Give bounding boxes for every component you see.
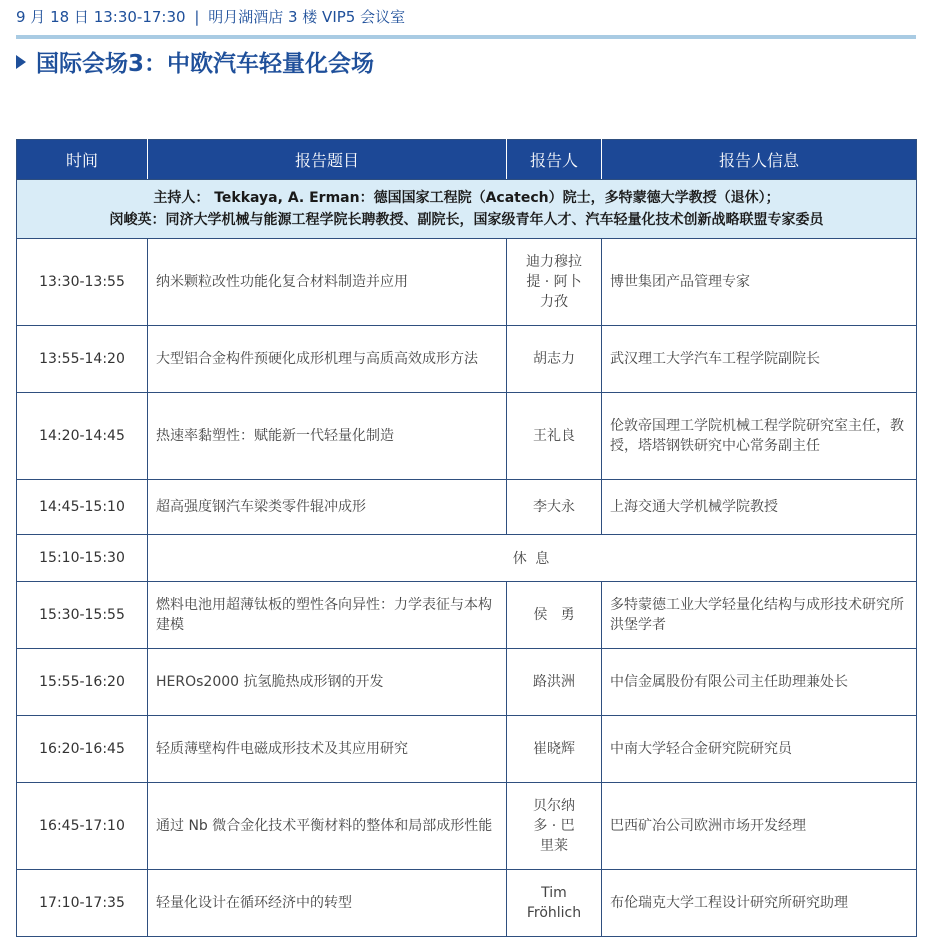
row-time: 13:30-13:55 bbox=[17, 239, 148, 326]
host-row bbox=[17, 180, 917, 239]
row-speaker-info: 多特蒙德工业大学轻量化结构与成形技术研究所洪堡学者 bbox=[602, 582, 917, 649]
row-speaker bbox=[507, 239, 602, 326]
row-topic: 轻量化设计在循环经济中的转型 bbox=[148, 870, 507, 937]
row-speaker-info: 上海交通大学机械学院教授 bbox=[602, 480, 917, 535]
row-topic: 通过 Nb 微合金化技术平衡材料的整体和局部成形性能 bbox=[148, 783, 507, 870]
row-time: 15:55-16:20 bbox=[17, 649, 148, 716]
row-speaker-info: 伦敦帝国理工学院机械工程学院研究室主任，教授，塔塔钢铁研究中心常务副主任 bbox=[602, 393, 917, 480]
row-speaker: 路洪洲 bbox=[507, 649, 602, 716]
row-speaker-info: 布伦瑞克大学工程设计研究所研究助理 bbox=[602, 870, 917, 937]
separator: | bbox=[194, 8, 200, 26]
row-time: 17:10-17:35 bbox=[17, 870, 148, 937]
table-row bbox=[17, 326, 917, 393]
row-speaker-info: 博世集团产品管理专家 bbox=[602, 239, 917, 326]
row-speaker-info: 中南大学轻合金研究院研究员 bbox=[602, 716, 917, 783]
table-row bbox=[17, 649, 917, 716]
row-time: 15:30-15:55 bbox=[17, 582, 148, 649]
table-row bbox=[17, 716, 917, 783]
column-header-time: 时间 bbox=[17, 140, 148, 180]
row-time: 13:55-14:20 bbox=[17, 326, 148, 393]
table-row bbox=[17, 582, 917, 649]
row-topic: 大型铝合金构件预硬化成形机理与高质高效成形方法 bbox=[148, 326, 507, 393]
column-header-topic: 报告题目 bbox=[148, 140, 507, 180]
row-speaker: 李大永 bbox=[507, 480, 602, 535]
row-topic: 轻质薄壁构件电磁成形技术及其应用研究 bbox=[148, 716, 507, 783]
row-time: 16:45-17:10 bbox=[17, 783, 148, 870]
row-speaker-info: 武汉理工大学汽车工程学院副院长 bbox=[602, 326, 917, 393]
row-topic: 燃料电池用超薄钛板的塑性各向异性：力学表征与本构建模 bbox=[148, 582, 507, 649]
host-line-1: 主持人： Tekkaya, A. Erman：德国国家工程院（Acatech）院士，多特蒙德大学教授（退休）； bbox=[153, 190, 780, 206]
session-location: 明月湖酒店 3 楼 VIP5 会议室 bbox=[208, 8, 406, 26]
row-time: 16:20-16:45 bbox=[17, 716, 148, 783]
session-date-time: 9 月 18 日 13:30-17:30 bbox=[16, 8, 186, 26]
row-time: 14:45-15:10 bbox=[17, 480, 148, 535]
section-title bbox=[16, 45, 374, 78]
row-time: 14:20-14:45 bbox=[17, 393, 148, 480]
triangle-bullet-icon bbox=[16, 55, 26, 69]
break-row bbox=[17, 535, 917, 582]
host-line-2: 闵峻英：同济大学机械与能源工程学院长聘教授、副院长，国家级青年人才、汽车轻量化技术创新战略联盟专家委员 bbox=[109, 212, 824, 228]
table-row bbox=[17, 783, 917, 870]
table-row bbox=[17, 870, 917, 937]
host-cell bbox=[17, 180, 917, 239]
row-speaker: 崔晓辉 bbox=[507, 716, 602, 783]
row-topic: HEROs2000 抗氢脆热成形钢的开发 bbox=[148, 649, 507, 716]
row-speaker-text: 贝尔纳多 · 巴里莱 bbox=[533, 798, 575, 854]
row-speaker-text: Tim Fröhlich bbox=[526, 885, 582, 921]
row-topic: 热速率黏塑性：赋能新一代轻量化制造 bbox=[148, 393, 507, 480]
break-label: 休 息 bbox=[148, 535, 917, 582]
agenda-table bbox=[16, 139, 917, 937]
header-divider bbox=[16, 35, 916, 39]
session-info bbox=[16, 6, 405, 27]
column-header-speaker-info: 报告人信息 bbox=[602, 140, 917, 180]
table-row bbox=[17, 239, 917, 326]
row-speaker: 王礼良 bbox=[507, 393, 602, 480]
section-title-text: 国际会场3：中欧汽车轻量化会场 bbox=[36, 51, 375, 77]
row-speaker-info: 巴西矿冶公司欧洲市场开发经理 bbox=[602, 783, 917, 870]
row-speaker bbox=[507, 783, 602, 870]
table-row bbox=[17, 480, 917, 535]
row-speaker: 侯 勇 bbox=[507, 582, 602, 649]
row-speaker-info: 中信金属股份有限公司主任助理兼处长 bbox=[602, 649, 917, 716]
row-speaker-text: 迪力穆拉提 · 阿卜力孜 bbox=[526, 254, 582, 310]
table-row bbox=[17, 393, 917, 480]
column-header-speaker: 报告人 bbox=[507, 140, 602, 180]
row-speaker bbox=[507, 870, 602, 937]
row-time: 15:10-15:30 bbox=[17, 535, 148, 582]
row-speaker: 胡志力 bbox=[507, 326, 602, 393]
table-header-row bbox=[17, 140, 917, 180]
row-topic: 纳米颗粒改性功能化复合材料制造并应用 bbox=[148, 239, 507, 326]
row-topic: 超高强度钢汽车梁类零件辊冲成形 bbox=[148, 480, 507, 535]
